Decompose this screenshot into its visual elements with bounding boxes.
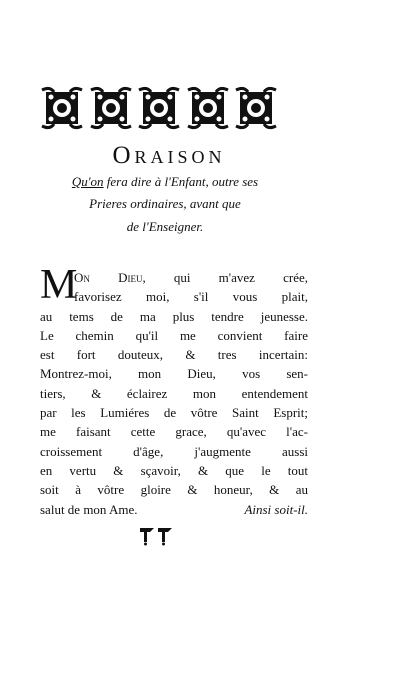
subtitle-text: fera dire à l'Enfant, outre ses (103, 174, 259, 189)
prayer-line: en vertu & sçavoir, & que le tout (40, 462, 308, 478)
prayer-line (40, 268, 308, 287)
prayer-line: au tems de ma plus tendre jeunesse. (40, 308, 308, 324)
fleuron-ornament-icon (186, 86, 230, 130)
tailpiece-ornament-icon (136, 524, 180, 546)
prayer-line-text: , qui m'avez crée, (142, 270, 308, 285)
prayer-line: par les Lumiéres de vôtre Saint Esprit; (40, 405, 308, 421)
prayer-line: favorisez moi, s'il vous plait, (74, 289, 308, 305)
prayer-line: me faisant cette grace, qu'avec l'ac- (40, 424, 308, 440)
prayer-line: croissement d'âge, j'augmente aussi (40, 443, 308, 459)
drop-cap: M (40, 262, 78, 308)
ornamental-headband (40, 86, 278, 130)
fleuron-ornament-icon (40, 86, 84, 130)
prayer-line: soit à vôtre gloire & honeur, & au (40, 482, 308, 498)
fleuron-ornament-icon (89, 86, 133, 130)
subtitle-line: de l'Enseigner. (126, 219, 204, 234)
prayer-opening: On Dieu (74, 270, 143, 285)
prayer-line (40, 500, 308, 519)
subtitle-line: Prieres ordinaires, avant que (89, 196, 241, 211)
subtitle-first-word: Qu'on (71, 174, 104, 189)
prayer-body (40, 262, 308, 519)
subtitle-line (35, 174, 295, 190)
prayer-line: est fort douteux, & tres incertain: (40, 347, 308, 363)
prayer-line: Montrez-moi, mon Dieu, vos sen- (40, 366, 308, 382)
prayer-closing: Ainsi soit-il. (244, 501, 308, 517)
prayer-line-text: salut de mon Ame. (40, 501, 138, 517)
prayer-line: tiers, & éclairez mon entendement (40, 385, 308, 401)
fleuron-ornament-icon (137, 86, 181, 130)
page-title: Oraison (112, 142, 226, 169)
fleuron-ornament-icon (234, 86, 278, 130)
prayer-line: Le chemin qu'il me convient faire (40, 327, 308, 343)
